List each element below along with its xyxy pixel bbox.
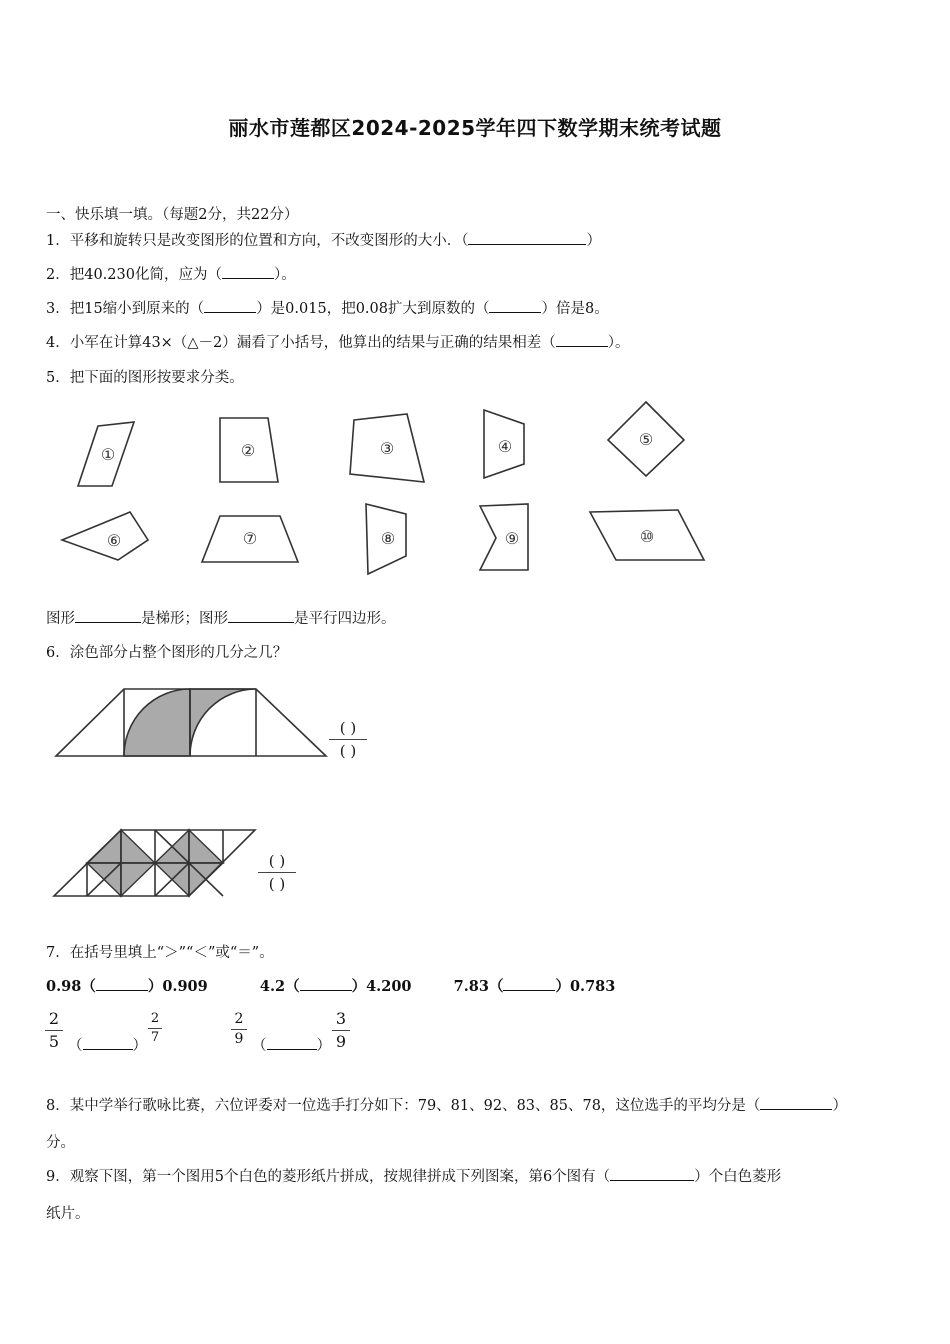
shape-label: ⑨ (504, 529, 520, 548)
q6-fraction-answer-1[interactable] (329, 719, 367, 760)
denominator-blank: ( ) (268, 875, 286, 893)
shaded-region-1 (124, 689, 190, 756)
shape-label: ① (100, 445, 116, 464)
q7-fraction-2-5: 2 5 (45, 1009, 63, 1052)
q9-text: 9．观察下图，第一个图用5个白色的菱形纸片拼成，按规律拼成下列图案，第6个图有（ (46, 1169, 611, 1185)
q7-decimal-row (46, 975, 615, 996)
question-2 (46, 263, 296, 284)
q5-answer-c: 是平行四边形。 (294, 611, 396, 627)
question-9 (46, 1165, 781, 1186)
question-5: 5．把下面的图形按要求分类。 (46, 370, 244, 386)
shape-6-kite (62, 512, 148, 560)
q5-shapes-figure (50, 398, 750, 588)
q7-fraction-blank-row-1: （ ） (68, 1034, 147, 1055)
q9-end: ）个白色菱形 (694, 1169, 782, 1185)
q1-answer-blank[interactable] (468, 230, 586, 245)
shape-label: ⑧ (380, 529, 396, 548)
question-4 (46, 331, 629, 352)
q7-fraction-2-9: 2 9 (231, 1011, 247, 1048)
q6-figure-trapezoid (52, 684, 342, 764)
q7-fraction-2-7: 2 7 (148, 1011, 162, 1046)
q3-answer-blank-2[interactable] (489, 298, 541, 313)
q4-end: ）。 (607, 335, 630, 351)
q8-line-2: 分。 (46, 1135, 75, 1151)
q5-answer-a: 图形 (46, 611, 75, 627)
q7-item-3: 7.83（ ）0.783 (453, 978, 616, 995)
denominator-blank: ( ) (339, 742, 357, 760)
q4-text: 4．小军在计算43×（△－2）漏看了小括号，他算出的结果与正确的结果相差（ (46, 335, 556, 351)
q3-answer-blank-1[interactable] (204, 298, 256, 313)
numerator-blank: ( ) (268, 852, 286, 870)
q6-fraction-answer-2[interactable] (258, 852, 296, 893)
q3-text-c: ）倍是8。 (541, 301, 609, 317)
shape-label: ④ (497, 437, 513, 456)
q3-text-b: ）是0.015，把0.08扩大到原数的（ (256, 301, 490, 317)
numerator-blank: ( ) (339, 719, 357, 737)
q8-answer-blank[interactable] (760, 1095, 832, 1110)
shaded-region-2 (190, 689, 256, 756)
q5-answer-b: 是梯形；图形 (141, 611, 228, 627)
question-7: 7．在括号里填上“＞”“＜”或“＝”。 (46, 945, 274, 961)
page-title: 丽水市莲都区2024-2025学年四下数学期末统考试题 (228, 116, 722, 140)
question-1 (46, 229, 601, 250)
shape-label: ⑤ (638, 430, 654, 449)
shape-label: ⑩ (639, 527, 655, 546)
q5-answer-blank-2[interactable] (228, 608, 294, 623)
q7-fraction-blank-row-2: （ ） (252, 1034, 331, 1055)
shape-label: ⑥ (106, 531, 122, 550)
q6-figure-parallelogram (50, 826, 270, 906)
q8-end: ） (832, 1098, 847, 1114)
q7-item-1: 0.98（ ）0.909 (46, 978, 208, 995)
q9-answer-blank[interactable] (610, 1166, 694, 1181)
question-8 (46, 1094, 847, 1115)
section-heading: 一、快乐填一填。（每题2分，共22分） (46, 207, 299, 223)
q2-text: 2．把40.230化简，应为（ (46, 267, 222, 283)
q9-line-2: 纸片。 (46, 1206, 90, 1222)
q5-answer-line (46, 607, 396, 628)
q7-blank-3[interactable] (503, 976, 555, 991)
shape-label: ⑦ (242, 529, 258, 548)
q5-answer-blank-1[interactable] (75, 608, 141, 623)
question-3 (46, 297, 609, 318)
q7-fraction-3-9: 3 9 (332, 1009, 350, 1052)
q3-text-a: 3．把15缩小到原来的（ (46, 301, 205, 317)
shape-label: ③ (379, 439, 395, 458)
question-6: 6．涂色部分占整个图形的几分之几？ (46, 645, 288, 661)
q1-text: 1．平移和旋转只是改变图形的位置和方向，不改变图形的大小．（ (46, 233, 469, 249)
shape-label: ② (240, 441, 256, 460)
q8-text: 8．某中学举行歌咏比赛，六位评委对一位选手打分如下：79、81、92、83、85、78，这位选手的平均分是（ (46, 1098, 761, 1114)
q7-item-2: 4.2（ ）4.200 (259, 978, 412, 995)
q7-blank-2[interactable] (300, 976, 352, 991)
q2-end: ）。 (273, 267, 296, 283)
q4-answer-blank[interactable] (556, 332, 608, 347)
q7-blank-4[interactable] (83, 1035, 133, 1050)
q2-answer-blank[interactable] (222, 264, 274, 279)
q7-blank-5[interactable] (267, 1035, 317, 1050)
q7-blank-1[interactable] (96, 976, 148, 991)
q1-end: ） (586, 233, 601, 249)
